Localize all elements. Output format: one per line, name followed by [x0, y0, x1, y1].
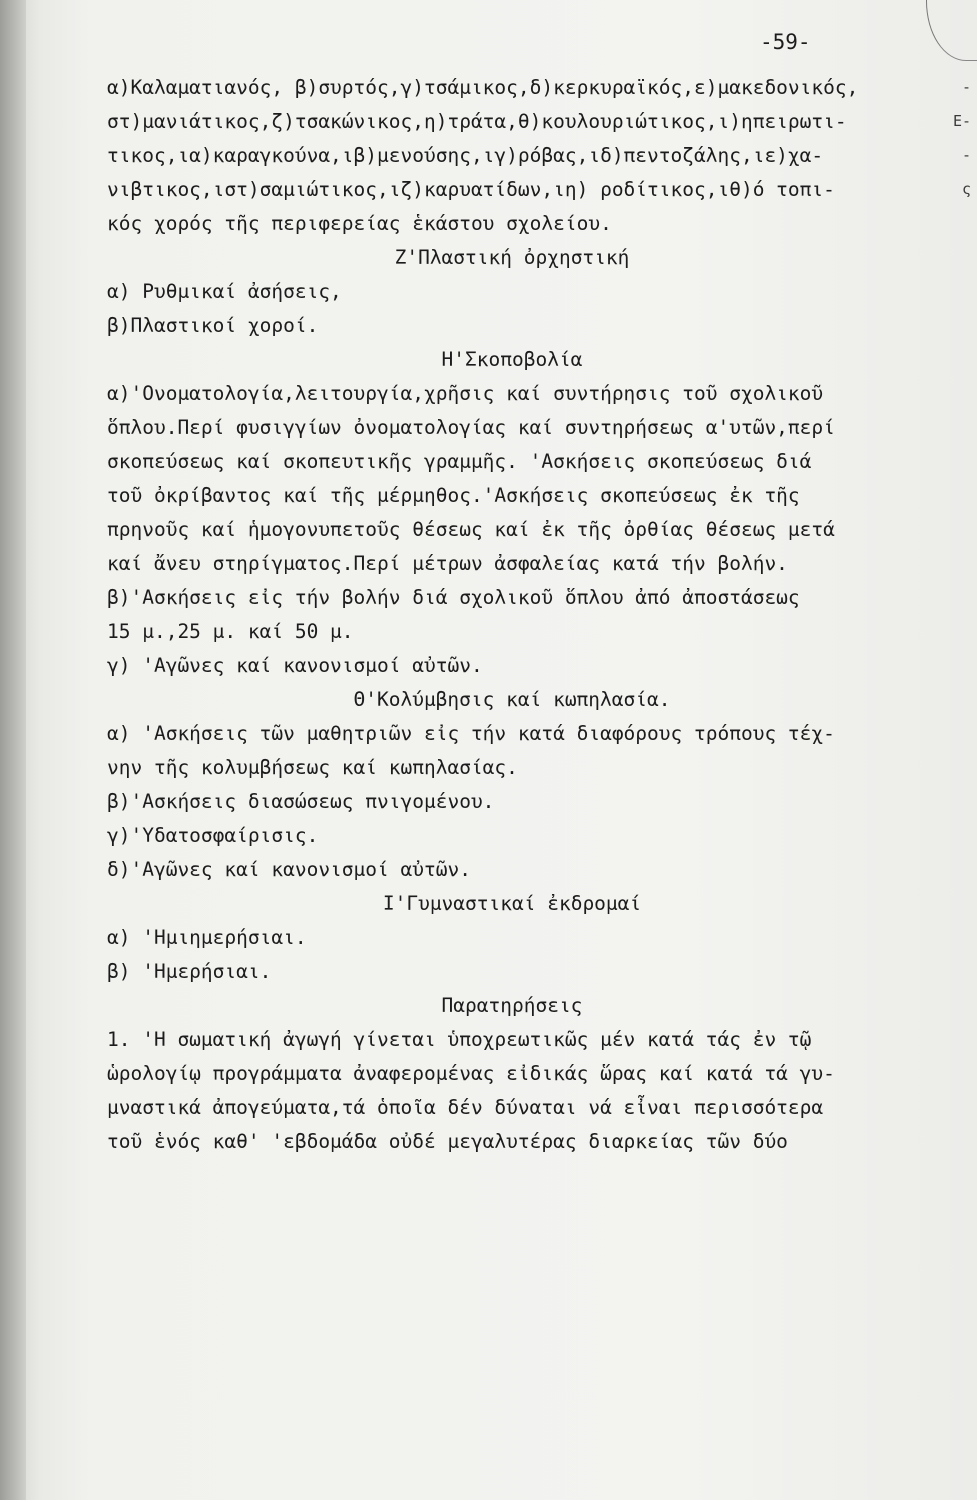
text-line: νιβτικος,ιστ)σαμιώτικος,ιζ)καρυατίδων,ιη) ροδίτικος,ιθ)ό τοπι- — [107, 178, 835, 201]
text-line: τικος,ια)καραγκούνα,ιβ)μενούσης,ιγ)ρόβας,ιδ)πεντοζάλης,ιε)χα- — [107, 144, 824, 167]
text-line: β)Πλαστικοί χοροί. — [107, 314, 319, 337]
text-line: α)Καλαματιανός, β)συρτός,γ)τσάμικος,δ)κερκυραϊκός,ε)μακεδονικός, — [107, 76, 859, 99]
text-line: μναστικά ἀπογεύματα,τά ὁποῖα δέν δύναται νά εἶναι περισσότερα — [107, 1096, 824, 1119]
margin-mark: - — [961, 146, 971, 164]
text-line: β)'Ασκήσεις διασώσεως πνιγομένου. — [107, 790, 495, 813]
text-line: νην τῆς κολυμβήσεως καί κωπηλασίας. — [107, 756, 518, 779]
text-line: ὡρολογίῳ προγράμματα ἀναφερομένας εἰδικάς ὥρας καί κατά τά γυ- — [107, 1062, 835, 1085]
text-line: πρηνοῦς καί ἡμογονυπετοῦς θέσεως καί ἐκ τῆς ὀρθίας θέσεως μετά — [107, 518, 835, 541]
text-line: 1. 'Η σωματική ἀγωγή γίνεται ὑποχρεωτικῶς μέν κατά τάς ἐν τῷ — [107, 1028, 812, 1051]
margin-mark: - — [961, 78, 971, 96]
margin-mark: ς — [961, 180, 971, 198]
document-body — [107, 71, 917, 1159]
section-heading: Ι'Γυμναστικαί ἐκδρομαί — [382, 892, 642, 915]
text-line: γ) 'Αγῶνες καί κανονισμοί αὐτῶν. — [107, 654, 483, 677]
text-line: τοῦ ἑνός καθ' 'εβδομάδα οὐδέ μεγαλυτέρας διαρκείας τῶν δύο — [107, 1130, 788, 1153]
text-line: α) 'Ασκήσεις τῶν μαθητριῶν εἰς τήν κατά διαφόρους τρόπους τέχ- — [107, 722, 835, 745]
text-line: σκοπεύσεως καί σκοπευτικῆς γραμμῆς. 'Ασκήσεις σκοπεύσεως διά — [107, 450, 812, 473]
text-line: γ)'Υδατοσφαίρισις. — [107, 824, 319, 847]
margin-mark: Ε- — [952, 112, 971, 130]
text-line: τοῦ ὀκρίβαντος καί τῆς μέρμηθος.'Ασκήσεις σκοπεύσεως ἐκ τῆς — [107, 484, 800, 507]
section-heading: Θ'Κολύμβησις καί κωπηλασία. — [353, 688, 671, 711]
text-line: α)'Ονοματολογία,λειτουργία,χρῆσις καί συντήρησις τοῦ σχολικοῦ — [107, 382, 824, 405]
page-binding-shadow — [0, 0, 26, 1500]
section-heading: Παρατηρήσεις — [441, 994, 583, 1017]
text-line: β) 'Ημερήσιαι. — [107, 960, 272, 983]
text-line: 15 μ.,25 μ. καί 50 μ. — [107, 620, 354, 643]
text-line: α) 'Ημιημερήσιαι. — [107, 926, 307, 949]
text-line: ὅπλου.Περί φυσιγγίων ὀνοματολογίας καί συντηρήσεως α'υτῶν,περί — [107, 416, 835, 439]
section-heading: Η'Σκοποβολία — [441, 348, 583, 371]
text-line: β)'Ασκήσεις εἰς τήν βολήν διά σχολικοῦ ὅπλου ἀπό ἀποστάσεως — [107, 586, 800, 609]
page-corner-fold — [926, 0, 977, 61]
text-line: α) Ρυθμικαί ἀσήσεις, — [107, 280, 342, 303]
text-line: δ)'Αγῶνες καί κανονισμοί αὐτῶν. — [107, 858, 471, 881]
text-line: καί ἄνευ στηρίγματος.Περί μέτρων ἀσφαλείας κατά τήν βολήν. — [107, 552, 788, 575]
margin-marks — [917, 70, 977, 1070]
page-number: -59- — [760, 30, 811, 54]
text-line: κός χορός τῆς περιφερείας ἑκάστου σχολείου. — [107, 212, 612, 235]
section-heading: Ζ'Πλαστική ὀρχηστική — [394, 246, 630, 269]
text-line: στ)μανιάτικος,ζ)τσακώνικος,η)τράτα,θ)κουλουριώτικος,ι)ηπειρωτι- — [107, 110, 847, 133]
